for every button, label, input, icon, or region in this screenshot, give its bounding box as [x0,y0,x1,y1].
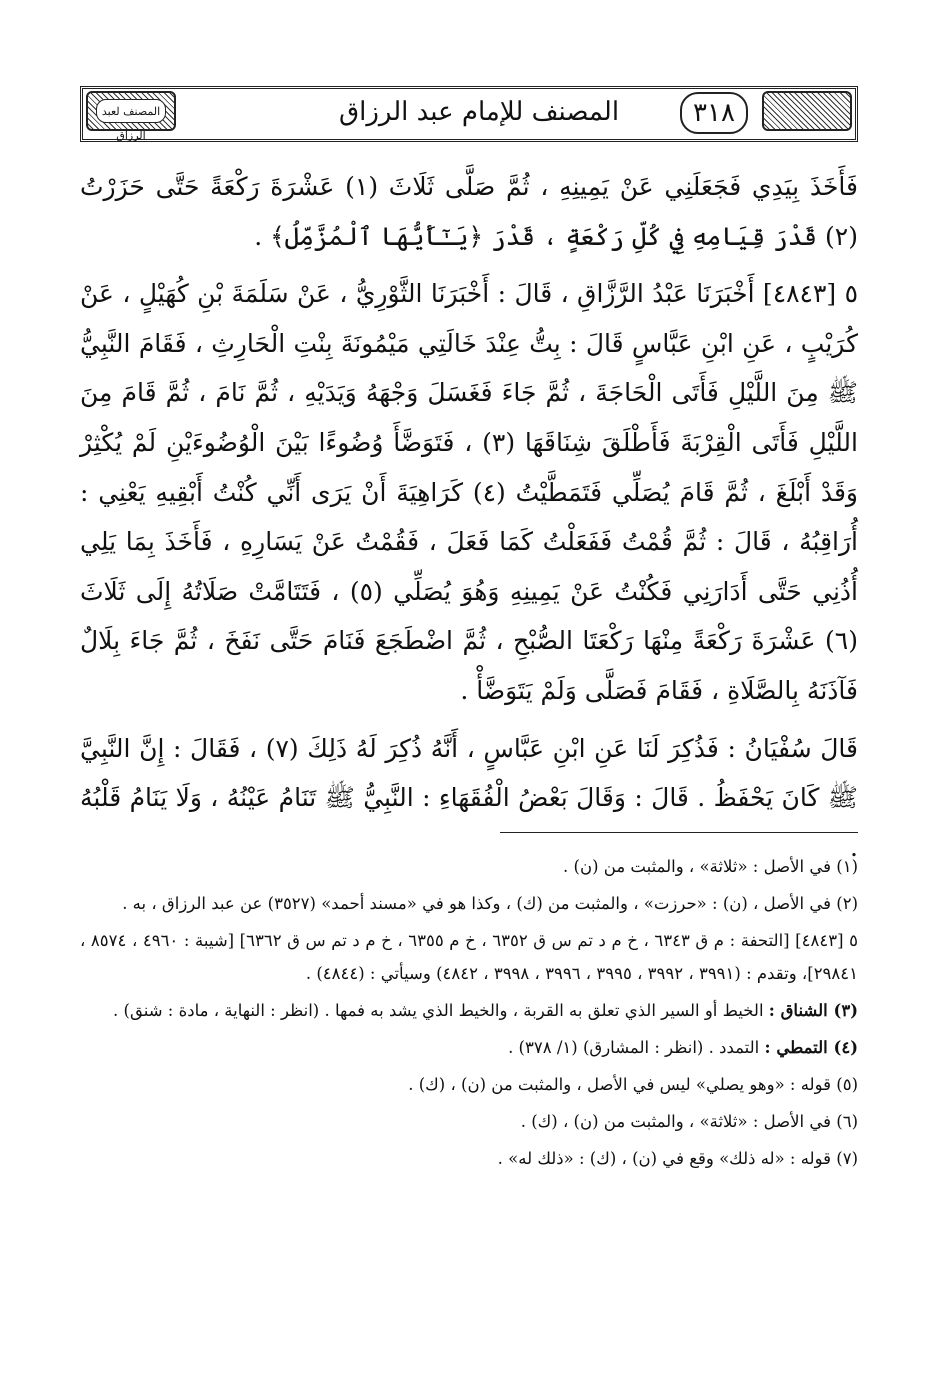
page-number: ٣١٨ [680,92,748,134]
footnote-2: (٢) في الأصل ، (ن) : «حرزت» ، والمثبت من (ك) ، وكذا هو في «مسند أحمد» (٣٥٢٧) عن عبد الرزاق ، به . [122,894,858,913]
sufyan-comment: قَالَ سُفْيَانُ : فَذُكِرَ لَنَا عَنِ ابْنِ عَبَّاسٍ ، أَنَّهُ ذُكِرَ لَهُ ذَلِكَ (٧) ، فَقَالَ : إِنَّ النَّبِيَّ ﷺ كَانَ يَحْفَظُ . قَالَ : وَقَالَ بَعْضُ الْفُقَهَاءِ : النَّبِيُّ ﷺ تَنَامُ عَيْنُهُ ، وَلَا يَنَامُ قَلْبُهُ . [80,733,858,862]
ornament-label: المصنف لعبد الرزاق [96,99,166,123]
book-title: المصنف للإمام عبد الرزاق [338,97,620,127]
footnote-5: (٥) قوله : «وهو يصلي» ليس في الأصل ، والمثبت من (ن) ، (ك) . [408,1075,858,1094]
footnote-3-term: (٣) الشناق : [768,1001,858,1020]
hadith-4843: ٥ [٤٨٤٣] أَخْبَرَنَا عَبْدُ الرَّزَّاقِ ، قَالَ : أَخْبَرَنَا الثَّوْرِيُّ ، عَنْ سَلَمَةَ بْنِ كُهَيْلٍ ، عَنْ كُرَيْبٍ ، عَنِ ابْنِ عَبَّاسٍ قَالَ : بِتُّ عِنْدَ خَالَتِي مَيْمُونَةَ بِنْتِ الْحَارِثِ ، فَقَامَ النَّبِيُّ ﷺ مِنَ اللَّيْلِ فَأَتَى الْحَاجَةَ ، ثُمَّ جَاءَ فَغَسَلَ وَجْهَهُ وَيَدَيْهِ ، ثُمَّ نَامَ ، ثُمَّ قَامَ مِنَ اللَّيْلِ فَأَتَى الْقِرْبَةَ فَأَطْلَقَ شِنَاقَهَا (٣) ، فَتَوَضَّأَ وُضُوءًا بَيْنَ الْوُضُوءَيْنِ لَمْ يُكْثِرْ وَقَدْ أَبْلَغَ ، ثُمَّ قَامَ يُصَلِّي فَتَمَطَّيْتُ (٤) كَرَاهِيَةَ أَنْ يَرَى أَنِّي كُنْتُ أَبْقِيهِ يَعْنِي : أُرَاقِبُهُ ، قَالَ : ثُمَّ قُمْتُ فَفَعَلْتُ كَمَا فَعَلَ ، فَقُمْتُ عَنْ يَسَارِهِ ، فَأَخَذَ بِمَا يَلِي أُذُنِي حَتَّى أَدَارَنِي فَكُنْتُ عَنْ يَمِينِهِ وَهُوَ يُصَلِّي (٥) ، فَتَتَامَّتْ صَلَاتُهُ إِلَى ثَلَاثَ (٦) عَشْرَةَ رَكْعَةً مِنْهَا رَكْعَتَا الصُّبْحِ ، ثُمَّ اضْطَجَعَ فَنَامَ حَتَّى نَفَخَ ، ثُمَّ جَاءَ بِلَالٌ فَآذَنَهُ بِالصَّلَاةِ ، فَقَامَ فَصَلَّى وَلَمْ يَتَوَضَّأْ . [80,279,859,705]
footnote-6: (٦) في الأصل : «ثلاثة» ، والمثبت من (ن) ، (ك) . [520,1112,858,1131]
ornament-decoration [762,91,852,131]
main-text [80,162,858,872]
footnote-1: (١) في الأصل : «ثلاثة» ، والمثبت من (ن) . [563,857,858,876]
footnote-3 [80,994,858,1027]
footnote-4-term: (٤) التمطي : [764,1038,858,1057]
page-header [80,86,858,142]
paragraph-continuation: فَأَخَذَ بِيَدِي فَجَعَلَنِي عَنْ يَمِينِهِ ، ثُمَّ صَلَّى ثَلَاثَ (١) عَشْرَةَ رَكْعَةً حَتَّى حَزَرْتُ (٢) قَدْرَ قِيَامِهِ فِي كُلِّ رَكْعَةٍ ، قَدْرَ ﴿يَـٰٓأَيُّهَا ٱلْمُزَّمِّلُ﴾ . [80,172,858,251]
footnote-4-text: التمدد . (انظر : المشارق) (١/ ٣٧٨) . [508,1038,765,1057]
footnote-7: (٧) قوله : «له ذلك» وقع في (ن) ، (ك) : «ذلك له» . [497,1149,858,1168]
footnote-tuhfa: ٥ [٤٨٤٣] [التحفة : م ق ٦٣٤٣ ، خ م د تم س ق ٦٣٥٢ ، خ م ٦٣٥٥ ، خ م د تم س ق ٦٣٦٢] [شيبة : ٤٩٦٠ ، ٨٥٧٤ ، ٢٩٨٤١]، وتقدم : (٣٩٩١ ، ٣٩٩٢ ، ٣٩٩٥ ، ٣٩٩٦ ، ٣٩٩٨ ، ٤٨٤٢) وسيأتي : (٤٨٤٤) . [80,931,858,983]
ornament-emblem [86,91,176,142]
footnote-3-text: الخيط أو السير الذي تعلق به القربة ، والخيط الذي يشد به فمها . (انظر : النهاية ، مادة : شنق) . [113,1001,769,1020]
footnote-separator [500,832,858,833]
footnotes [80,850,858,1179]
footnote-4 [80,1031,858,1064]
